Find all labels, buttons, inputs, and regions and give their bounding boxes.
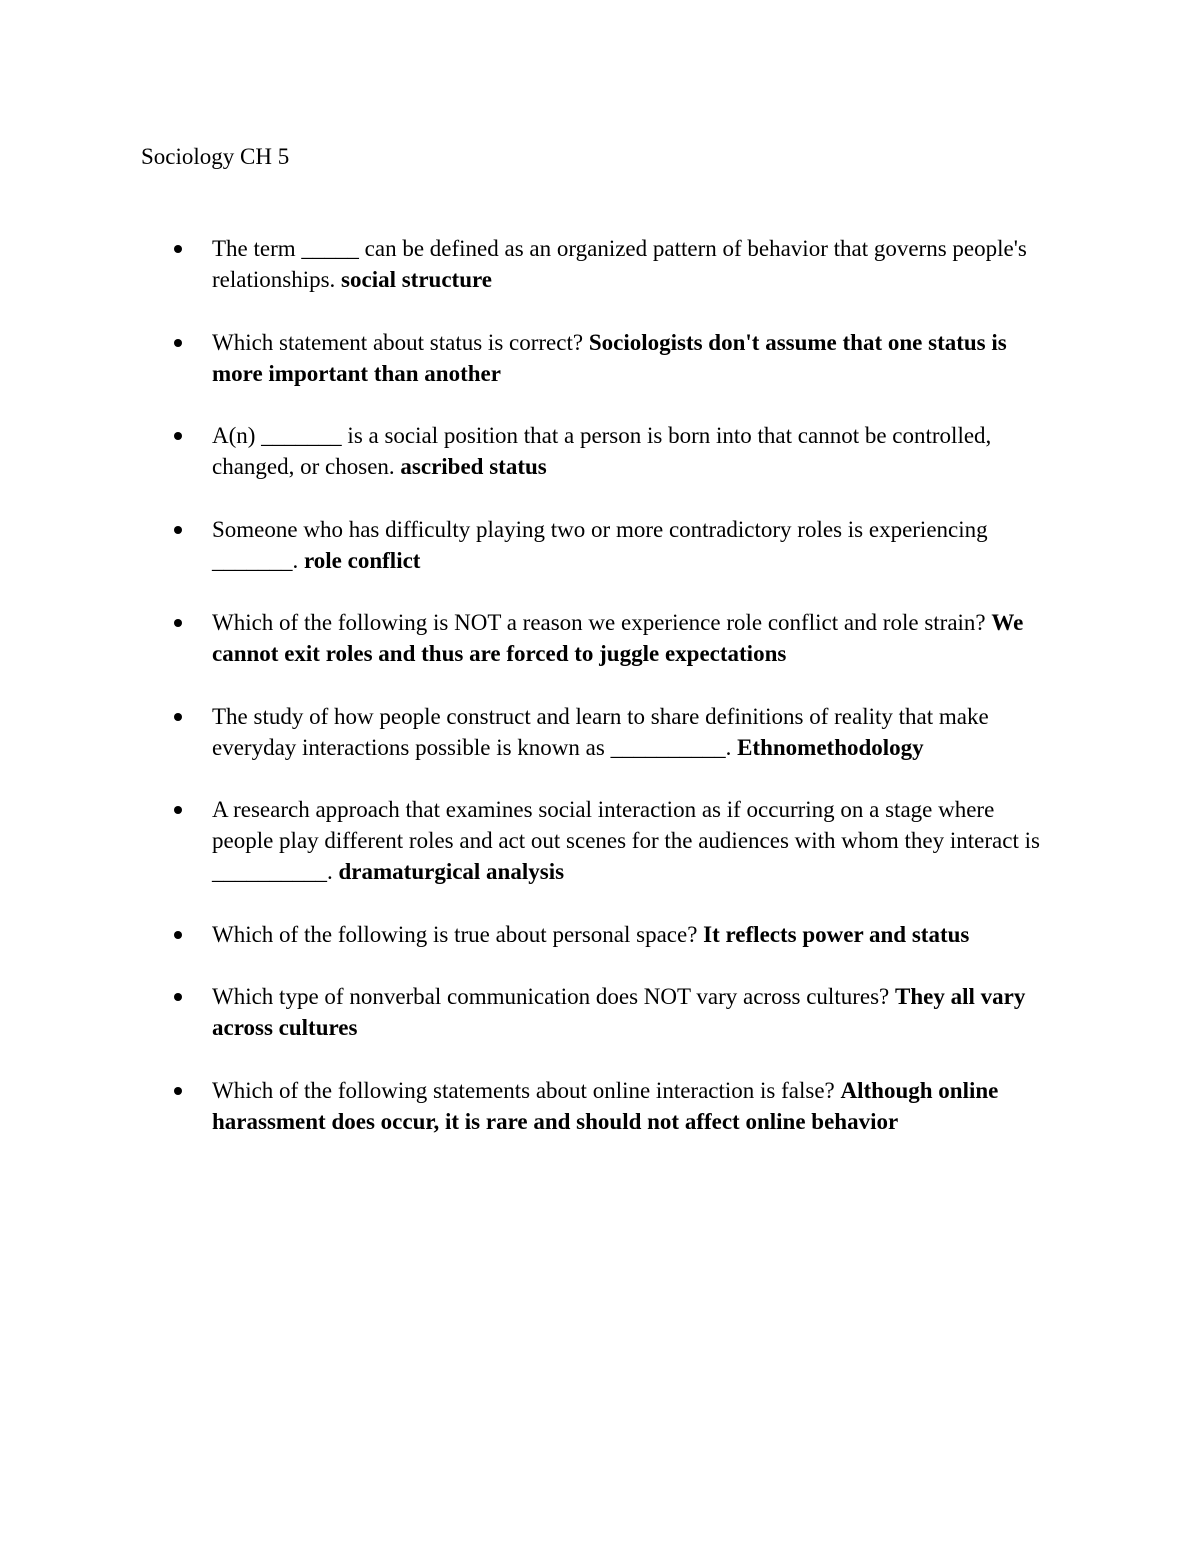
answer-text: They all vary across cultures xyxy=(212,984,1026,1040)
question-text: Which of the following is true about personal space? xyxy=(212,921,698,947)
bullet-icon xyxy=(174,339,182,347)
list-item xyxy=(0,794,1052,887)
question-text: Which statement about status is correct? xyxy=(212,329,584,355)
answer-text: social structure xyxy=(341,267,493,292)
bullet-icon xyxy=(174,526,182,534)
bullet-icon xyxy=(174,619,182,627)
question-text: Which of the following statements about online interaction is false? xyxy=(212,1077,835,1103)
list-item xyxy=(0,607,1052,669)
bullet-icon xyxy=(174,993,182,1001)
question-text: Which of the following is NOT a reason we experience role conflict and role strain? xyxy=(212,610,986,635)
list-item xyxy=(0,981,1052,1043)
question-text: The term _____ can be defined as an organized pattern of behavior that governs people's relationships. xyxy=(212,236,1027,292)
question-text: Which type of nonverbal communication does NOT vary across cultures? xyxy=(212,984,890,1009)
answer-text: ascribed status xyxy=(400,454,547,479)
answer-text: We cannot exit roles and thus are forced to juggle expectations xyxy=(212,610,1024,666)
answer-text: role conflict xyxy=(304,547,421,573)
bullet-icon xyxy=(174,931,182,939)
question-list xyxy=(0,233,1200,1168)
answer-text: Although online harassment does occur, it is rare and should not affect online behavior xyxy=(212,1077,999,1134)
bullet-icon xyxy=(174,806,182,814)
answer-text: It reflects power and status xyxy=(703,921,970,947)
list-item xyxy=(0,1075,1052,1137)
bullet-icon xyxy=(174,432,182,440)
question-text: A research approach that examines social interaction as if occurring on a stage where people play different roles and act out scenes for the audiences with whom they interact is __________. xyxy=(212,797,1040,884)
document-title: Sociology CH 5 xyxy=(141,144,290,169)
list-item xyxy=(0,420,1052,482)
bullet-icon xyxy=(174,1087,182,1095)
list-item xyxy=(0,233,1052,295)
list-item xyxy=(0,919,1052,950)
bullet-icon xyxy=(174,713,182,721)
answer-text: dramaturgical analysis xyxy=(338,859,565,884)
question-text: A(n) _______ is a social position that a person is born into that cannot be controlled, changed, or chosen. xyxy=(212,423,992,479)
answer-text: Ethnomethodology xyxy=(737,734,924,760)
list-item xyxy=(0,701,1052,763)
question-text: The study of how people construct and learn to share definitions of reality that make everyday interactions possible is known as __________. xyxy=(212,703,989,760)
list-item xyxy=(0,514,1052,576)
question-text: Someone who has difficulty playing two or more contradictory roles is experiencing _______. xyxy=(212,516,988,573)
answer-text: Sociologists don't assume that one status is more important than another xyxy=(212,329,1007,386)
bullet-icon xyxy=(174,245,182,253)
list-item xyxy=(0,327,1052,389)
